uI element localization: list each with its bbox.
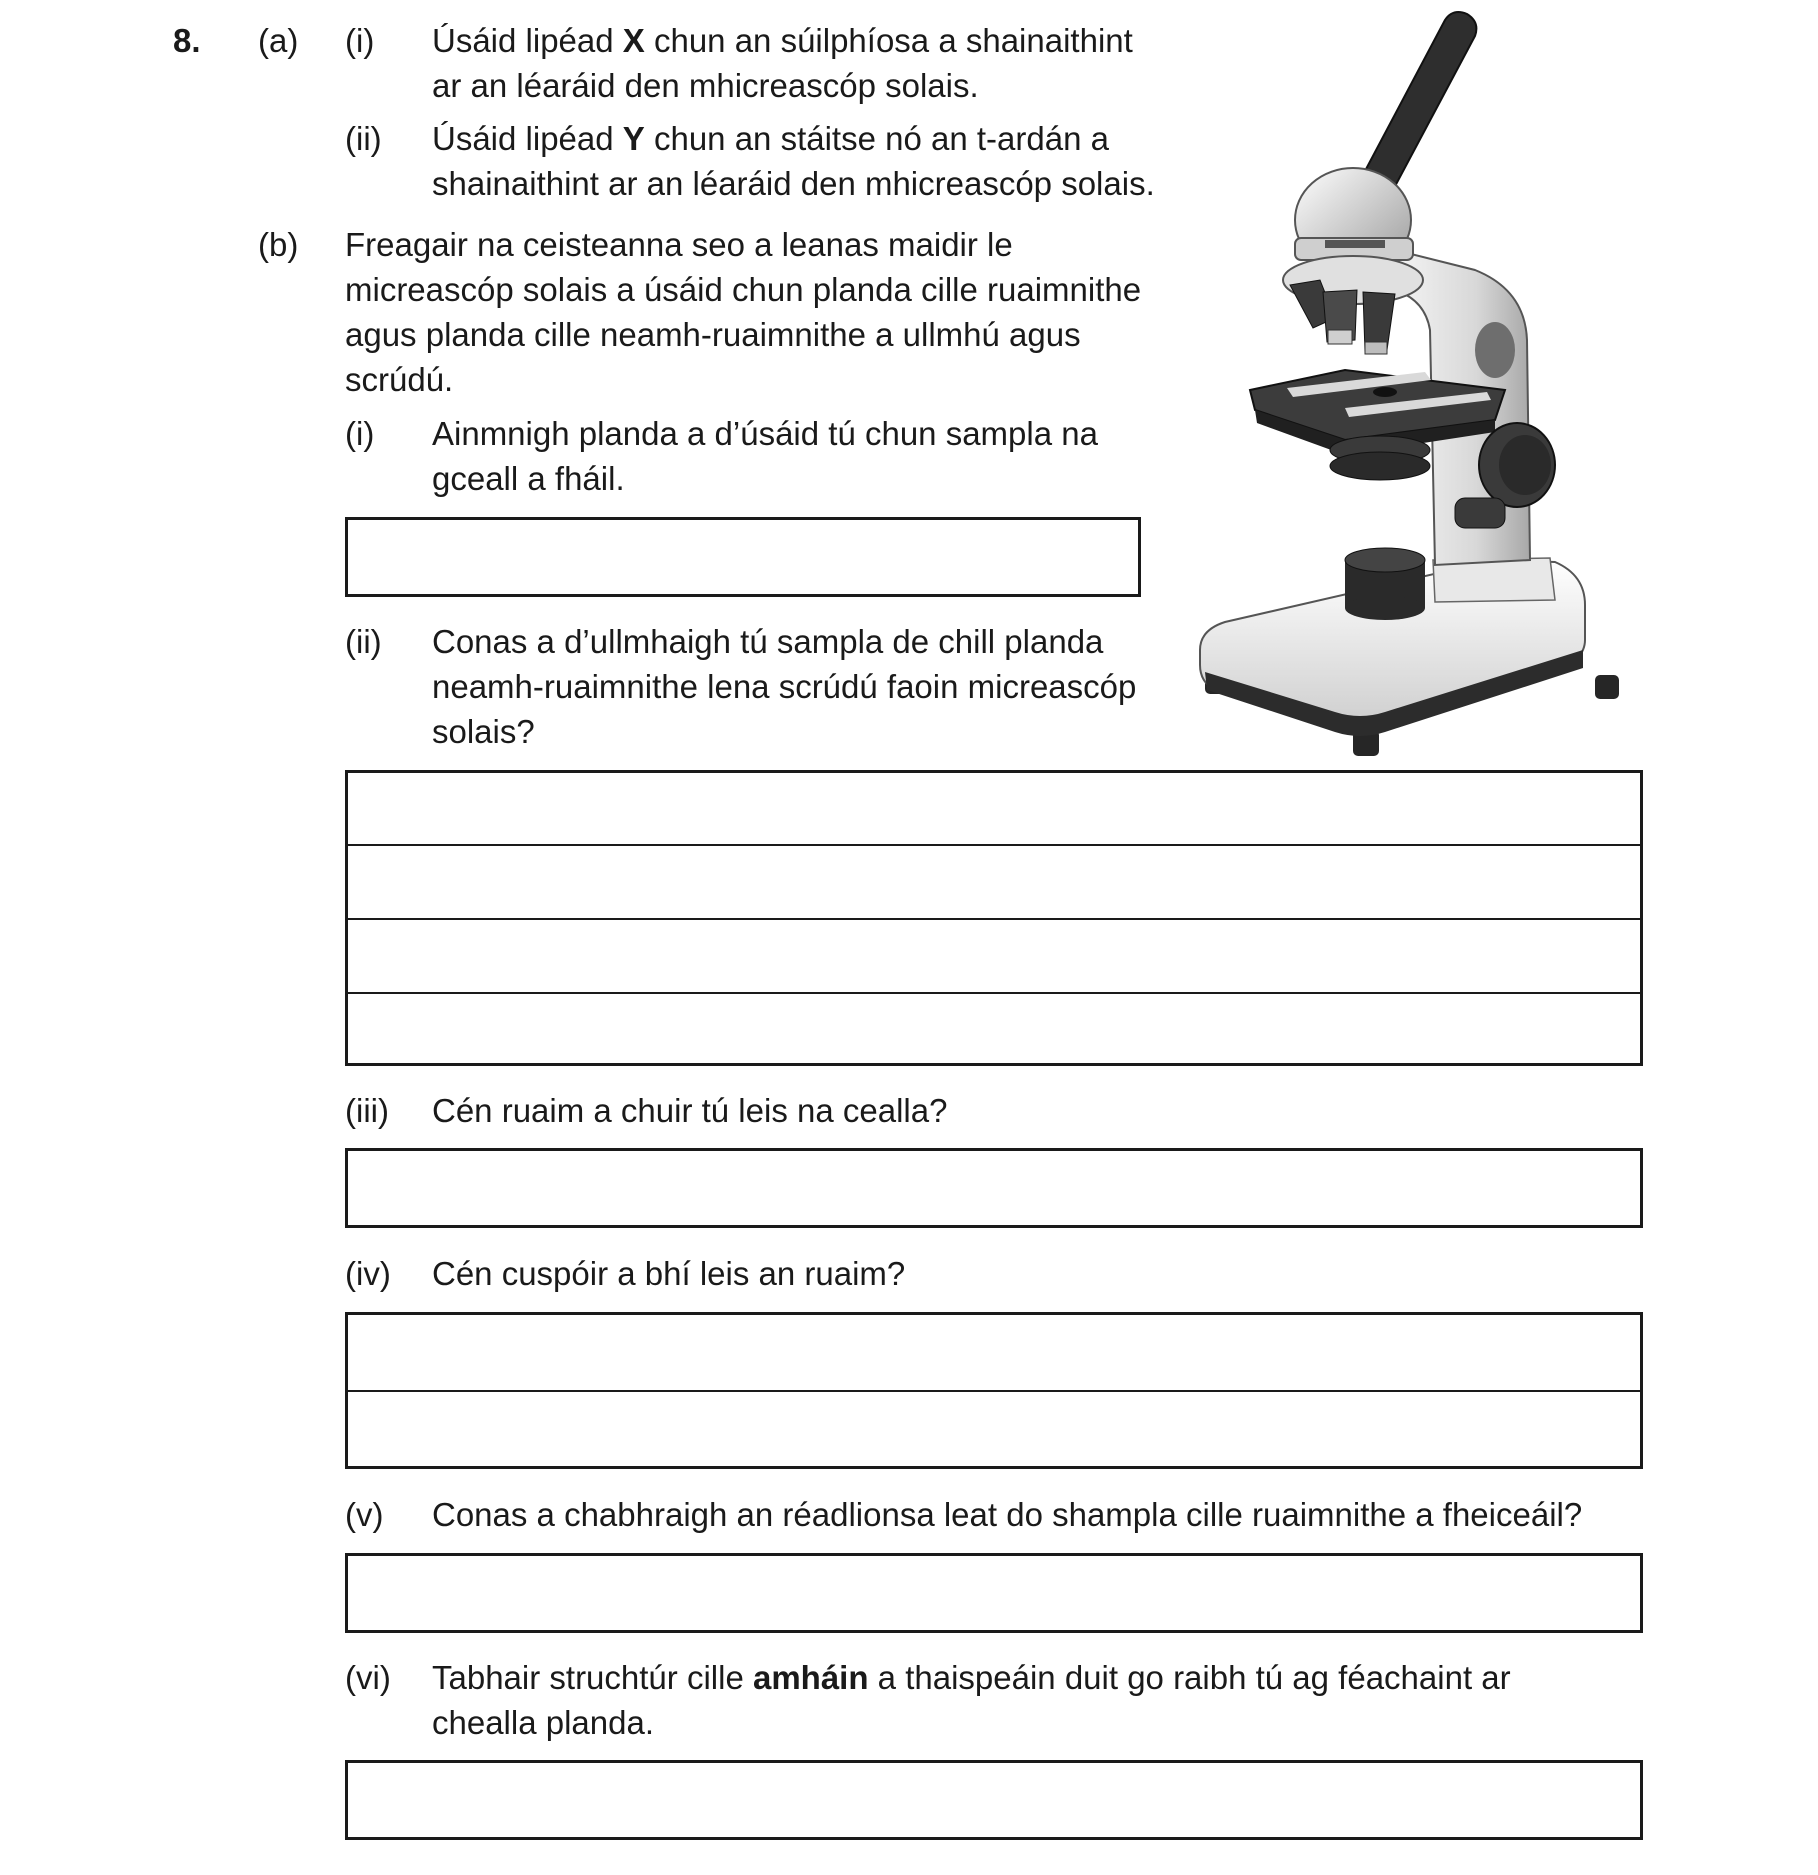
label-y: Y [622,120,645,157]
part-a-label: (a) [258,22,299,59]
part-b-vi-line2: chealla planda. [432,1704,655,1741]
part-b-vi-label: (vi) [345,1659,391,1696]
part-b-intro-line: Freagair na ceisteanna seo a leanas maidir le [345,226,1013,263]
light-source [1345,548,1425,620]
part-b-v-text: Conas a chabhraigh an réadlionsa leat do shampla cille ruaimnithe a fheiceáil? [432,1496,1583,1533]
answer-line [348,844,1640,846]
part-a-i-line1: Úsáid lipéad X chun an súilphíosa a shainaithint [432,22,1133,59]
part-b-intro-line: micreascóp solais a úsáid chun planda cille ruaimnithe [345,271,1142,308]
answer-line [348,1390,1640,1392]
part-b-i-line: Ainmnigh planda a d’úsáid tú chun sampla na [432,415,1098,452]
part-b-iii-text: Cén ruaim a chuir tú leis na cealla? [432,1092,948,1129]
part-b-intro-line: scrúdú. [345,361,454,398]
part-b-label: (b) [258,226,299,263]
part-b-iv-text: Cén cuspóir a bhí leis an ruaim? [432,1255,906,1292]
part-a-i-line2: ar an léaráid den mhicreascóp solais. [432,67,979,104]
question-number: 8. [173,22,201,59]
answer-box-b-vi[interactable] [345,1760,1643,1840]
condenser [1330,436,1430,480]
part-b-ii-line: solais? [432,713,535,750]
answer-box-b-i[interactable] [345,517,1141,597]
answer-line [348,992,1640,994]
part-b-i-label: (i) [345,415,375,452]
part-a-i-label: (i) [345,22,375,59]
answer-box-b-ii[interactable] [345,770,1643,1066]
part-b-iii-label: (iii) [345,1092,389,1129]
part-b-ii-label: (ii) [345,623,382,660]
answer-line [348,918,1640,920]
part-b-ii-line: Conas a d’ullmhaigh tú sampla de chill planda [432,623,1104,660]
microscope-illustration [1195,0,1640,765]
part-b-v-label: (v) [345,1496,384,1533]
part-a-ii-label: (ii) [345,120,382,157]
answer-box-b-iv[interactable] [345,1312,1643,1469]
label-x: X [622,22,645,59]
part-b-iv-label: (iv) [345,1255,391,1292]
part-b-i-line: gceall a fháil. [432,460,625,497]
part-a-ii-line2: shainaithint ar an léaráid den mhicreascóp solais. [432,165,1155,202]
answer-box-b-iii[interactable] [345,1148,1643,1228]
part-b-vi-line1: Tabhair struchtúr cille amháin a thaispeáin duit go raibh tú ag féachaint ar [432,1659,1511,1696]
answer-box-b-v[interactable] [345,1553,1643,1633]
part-b-intro-line: agus planda cille neamh-ruaimnithe a ullmhú agus [345,316,1081,353]
part-a-ii-line1: Úsáid lipéad Y chun an stáitse nó an t-ardán a [432,120,1109,157]
part-b-ii-line: neamh-ruaimnithe lena scrúdú faoin micreascóp [432,668,1137,705]
